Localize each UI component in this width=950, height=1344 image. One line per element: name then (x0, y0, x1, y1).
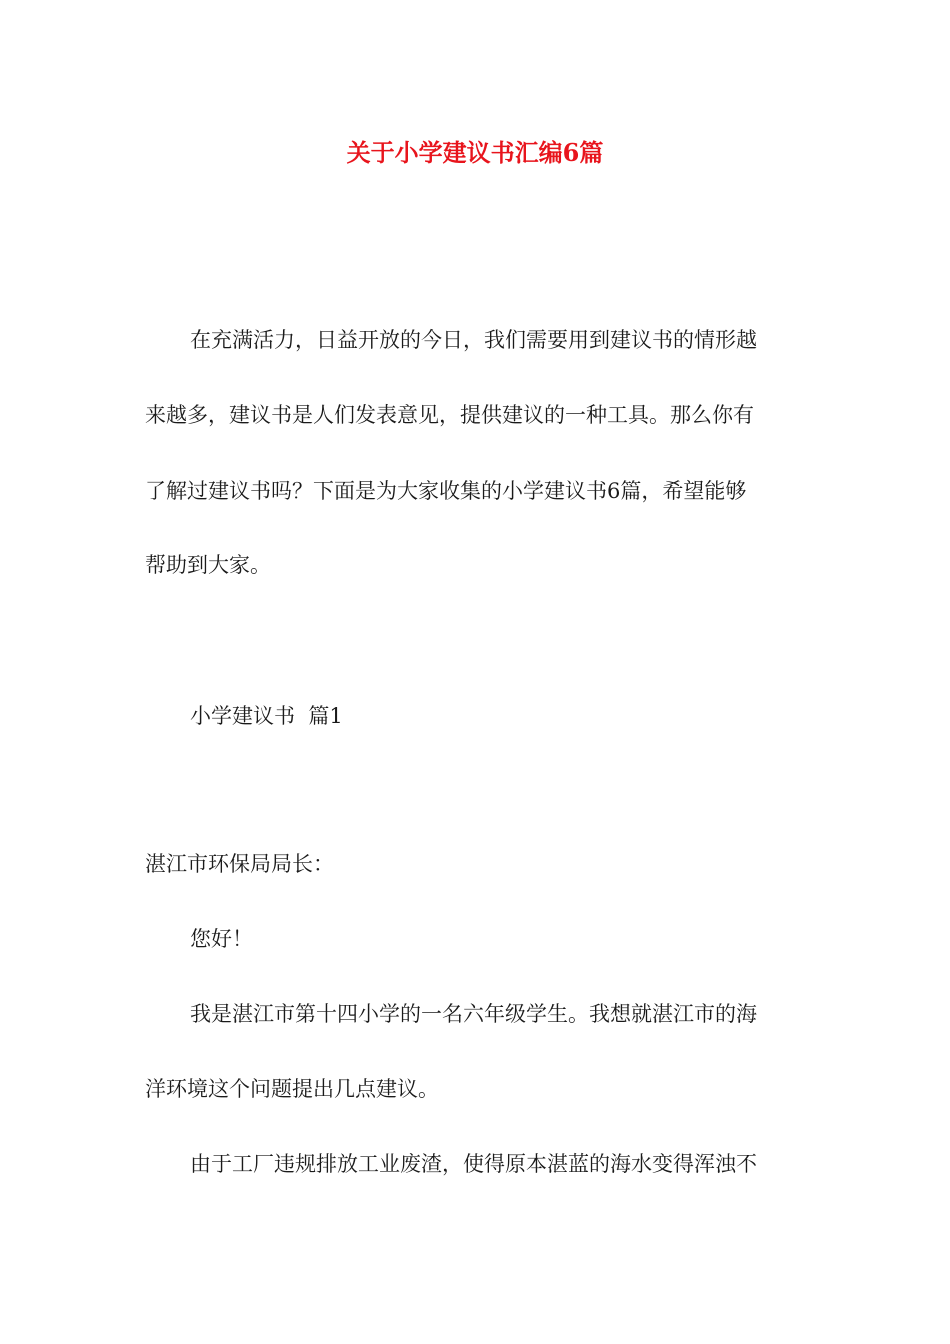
body-line-2: 洋环境这个问题提出几点建议。 (145, 1077, 439, 1101)
body-line-3: 由于工厂违规排放工业废渣，使得原本湛蓝的海水变得浑浊不 (190, 1152, 757, 1176)
intro-line-2: 来越多，建议书是人们发表意见，提供建议的一种工具。那么你有 (145, 403, 754, 427)
intro-line-4: 帮助到大家。 (145, 553, 271, 577)
body-line-1: 我是湛江市第十四小学的一名六年级学生。我想就湛江市的海 (190, 1002, 757, 1026)
salutation: 湛江市环保局局长： (145, 852, 334, 876)
greeting: 您好！ (190, 927, 253, 951)
intro-line-1: 在充满活力，日益开放的今日，我们需要用到建议书的情形越 (190, 328, 757, 352)
document-title: 关于小学建议书汇编6篇 (346, 138, 604, 167)
intro-line-3: 了解过建议书吗？下面是为大家收集的小学建议书6篇，希望能够 (145, 479, 747, 503)
section-heading: 小学建议书 篇1 (190, 704, 343, 728)
